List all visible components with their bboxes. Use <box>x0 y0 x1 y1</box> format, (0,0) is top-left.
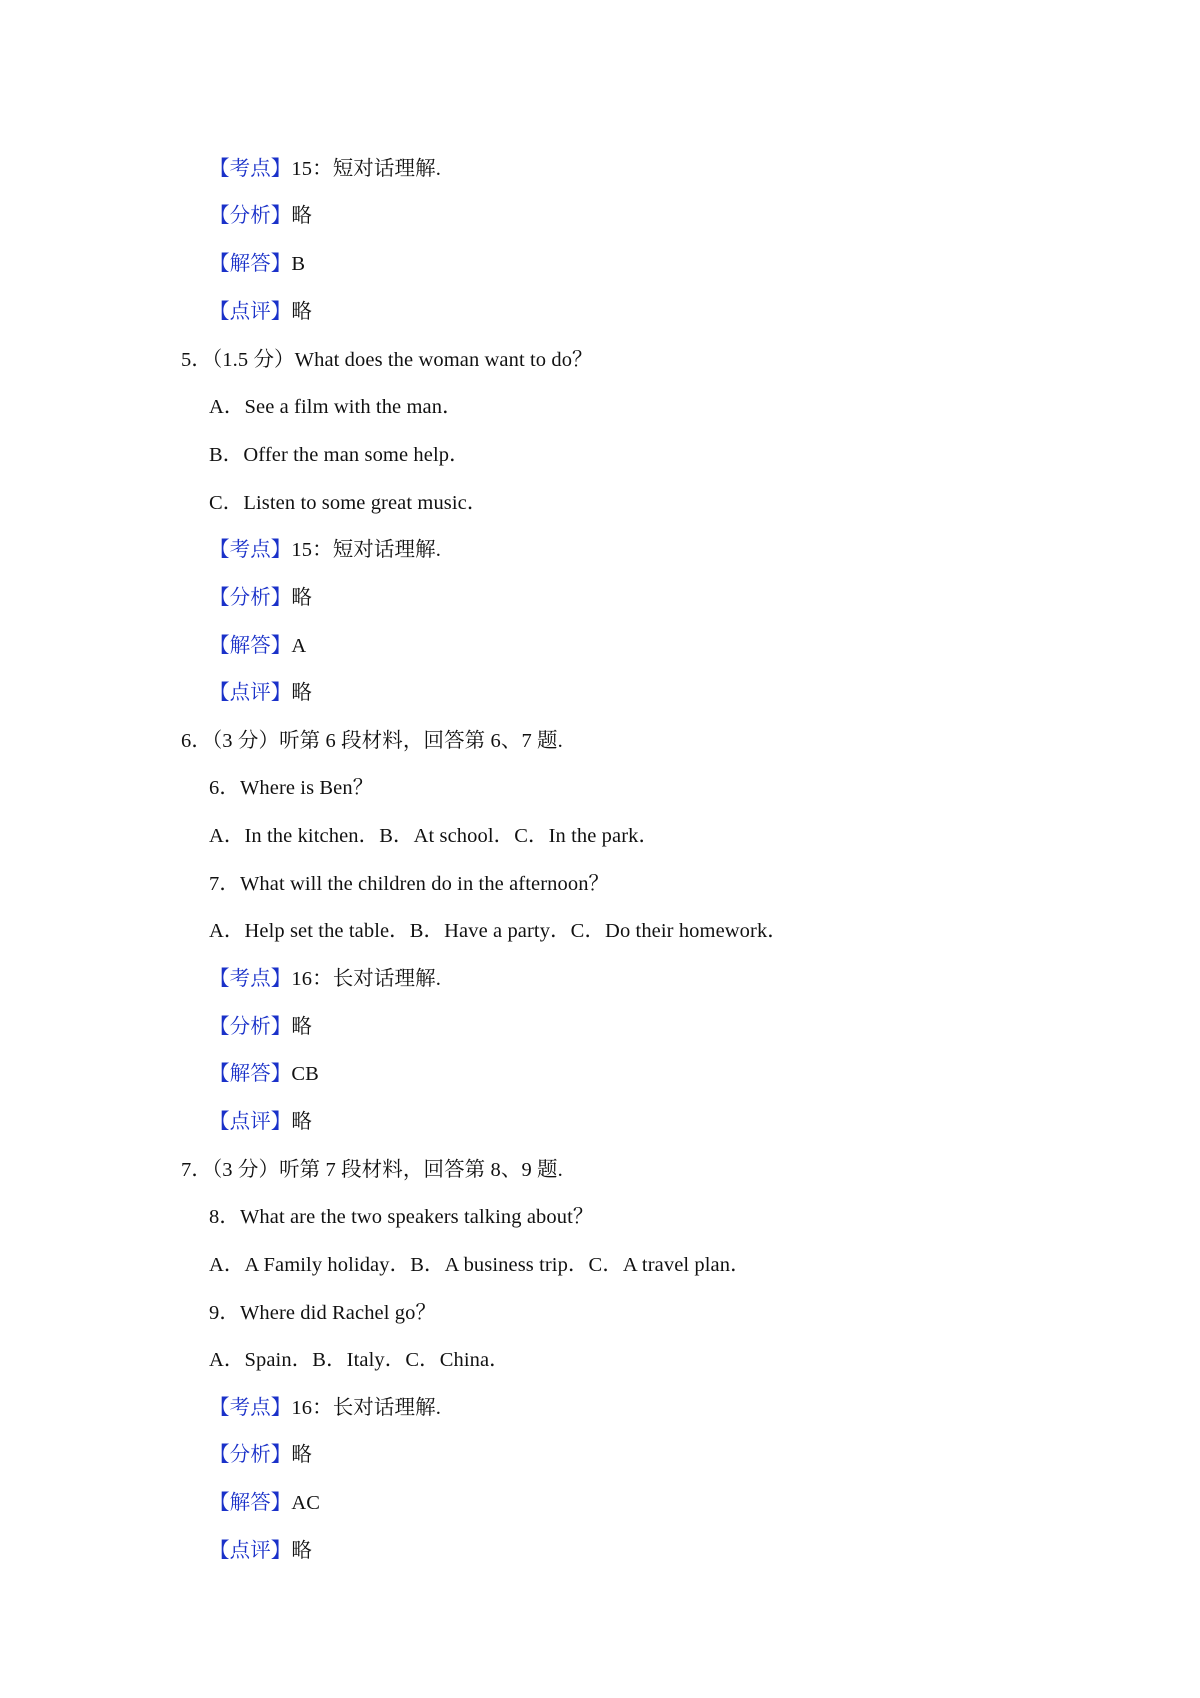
sub-question-9: 9．Where did Rachel go？ <box>209 1302 437 1324</box>
kaodian-text: 15：短对话理解. <box>291 539 441 561</box>
fenxi-tag: 【分析】 <box>209 587 292 609</box>
dianping-text: 略 <box>291 682 313 704</box>
dianping-line <box>209 298 312 326</box>
kaodian-tag: 【考点】 <box>209 158 292 180</box>
dianping-line <box>209 1537 312 1565</box>
dianping-line <box>209 679 312 707</box>
sub-question-7: 7．What will the children do in the afternoon？ <box>209 873 610 895</box>
fenxi-line <box>209 202 312 230</box>
jieda-tag: 【解答】 <box>209 1063 292 1085</box>
jieda-text: B <box>291 253 306 275</box>
options-7: A．Help set the table．B．Have a party．C．Do their homework． <box>209 920 788 942</box>
sub-question-6: 6．Where is Ben？ <box>209 777 374 799</box>
dianping-text: 略 <box>291 1111 313 1133</box>
jieda-text: CB <box>291 1063 319 1085</box>
question-6: 6．（3 分）听第 6 段材料，回答第 6、7 题. <box>181 730 563 752</box>
jieda-line <box>209 1489 320 1517</box>
kaodian-line <box>209 155 441 183</box>
dianping-tag: 【点评】 <box>209 682 292 704</box>
options-9: A．Spain．B．Italy．C．China． <box>209 1349 510 1371</box>
fenxi-text: 略 <box>291 1444 313 1466</box>
kaodian-tag: 【考点】 <box>209 539 292 561</box>
jieda-line <box>209 250 305 278</box>
jieda-line <box>209 632 306 660</box>
fenxi-line <box>209 1013 312 1041</box>
sub-question-8: 8．What are the two speakers talking about？ <box>209 1206 594 1228</box>
jieda-tag: 【解答】 <box>209 635 292 657</box>
jieda-tag: 【解答】 <box>209 1492 292 1514</box>
jieda-text: AC <box>291 1492 321 1514</box>
option-b: B．Offer the man some help． <box>209 444 470 466</box>
jieda-tag: 【解答】 <box>209 253 292 275</box>
kaodian-text: 16：长对话理解. <box>291 1397 441 1419</box>
fenxi-tag: 【分析】 <box>209 1016 292 1038</box>
dianping-tag: 【点评】 <box>209 1540 292 1562</box>
option-c: C．Listen to some great music． <box>209 492 488 514</box>
fenxi-line <box>209 584 312 612</box>
kaodian-line <box>209 536 441 564</box>
dianping-text: 略 <box>291 1540 313 1562</box>
option-a: A．See a film with the man． <box>209 396 463 418</box>
fenxi-text: 略 <box>291 1016 313 1038</box>
dianping-text: 略 <box>291 301 313 323</box>
jieda-text: A <box>291 635 307 657</box>
kaodian-line <box>209 965 441 993</box>
jieda-line <box>209 1060 319 1088</box>
question-5: 5．（1.5 分）What does the woman want to do？ <box>181 349 593 371</box>
dianping-tag: 【点评】 <box>209 301 292 323</box>
fenxi-text: 略 <box>291 205 313 227</box>
dianping-line <box>209 1108 312 1136</box>
kaodian-tag: 【考点】 <box>209 968 292 990</box>
kaodian-tag: 【考点】 <box>209 1397 292 1419</box>
fenxi-tag: 【分析】 <box>209 205 292 227</box>
fenxi-tag: 【分析】 <box>209 1444 292 1466</box>
dianping-tag: 【点评】 <box>209 1111 292 1133</box>
kaodian-text: 16：长对话理解. <box>291 968 441 990</box>
kaodian-text: 15：短对话理解. <box>291 158 441 180</box>
fenxi-text: 略 <box>291 587 313 609</box>
options-8: A．A Family holiday．B．A business trip．C．A travel plan． <box>209 1254 751 1276</box>
question-7: 7．（3 分）听第 7 段材料，回答第 8、9 题. <box>181 1159 563 1181</box>
options-6: A．In the kitchen．B．At school．C．In the park． <box>209 825 660 847</box>
fenxi-line <box>209 1441 312 1469</box>
kaodian-line <box>209 1394 441 1422</box>
